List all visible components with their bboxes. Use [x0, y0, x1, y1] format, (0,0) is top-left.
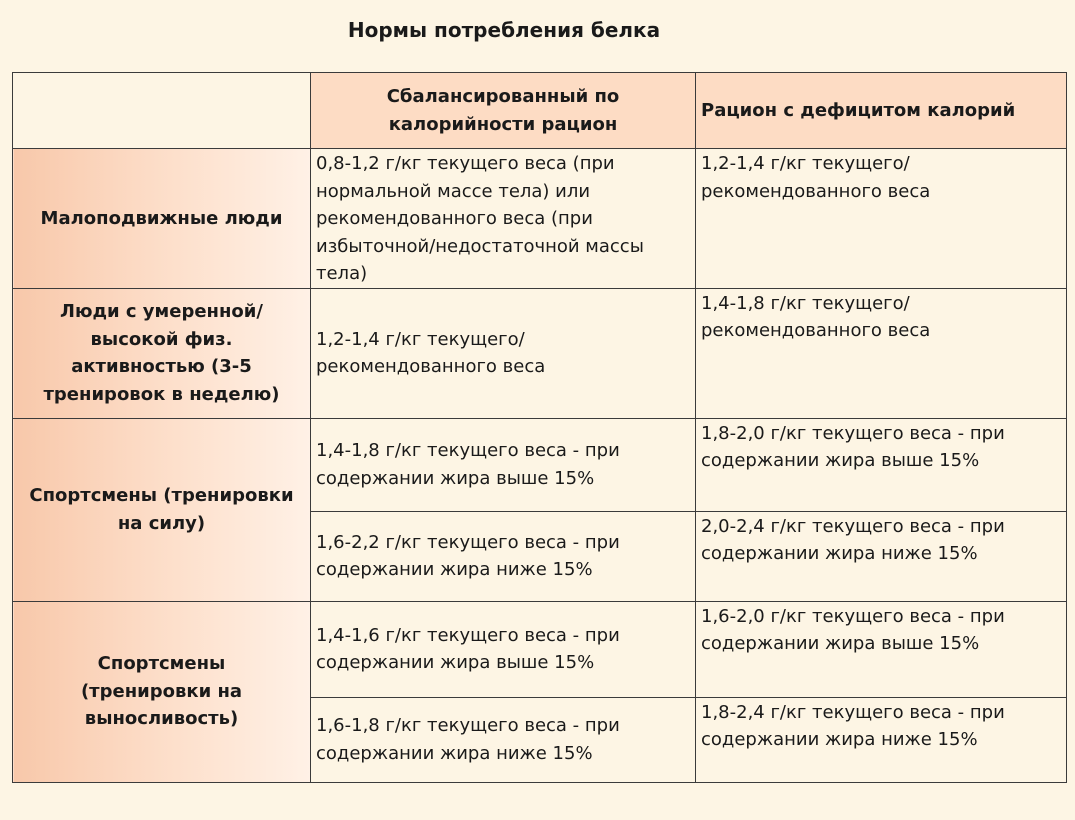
- table-cell: 1,4-1,6 г/кг текущего веса - при содержании жира выше 15%: [311, 601, 696, 697]
- table-row: [13, 288, 1067, 418]
- table-row: [13, 601, 1067, 697]
- page-title: Нормы потребления белка: [347, 18, 661, 42]
- row-label-sedentary: Малоподвижные люди: [13, 149, 311, 289]
- row-label-strength-athletes: Спортсмены (тренировки на силу): [13, 418, 311, 601]
- table-cell: 1,2-1,4 г/кг текущего/рекомендованного веса: [311, 288, 696, 418]
- table-cell: 0,8-1,2 г/кг текущего веса (при нормальной массе тела) или рекомендованного веса (при избыточной/недостаточной массы тела): [311, 149, 696, 289]
- table-corner-cell: [13, 73, 311, 149]
- table-cell: 1,8-2,4 г/кг текущего веса - при содержании жира ниже 15%: [696, 697, 1067, 782]
- column-header-balanced: Сбалансированный по калорийности рацион: [311, 73, 696, 149]
- table-cell: 1,6-2,0 г/кг текущего веса - при содержании жира выше 15%: [696, 601, 1067, 697]
- table-cell: 1,8-2,0 г/кг текущего веса - при содержании жира выше 15%: [696, 418, 1067, 511]
- table-row: [13, 418, 1067, 511]
- table-cell: 1,2-1,4 г/кг текущего/рекомендованного веса: [696, 149, 1067, 289]
- table-header-row: [13, 73, 1067, 149]
- column-header-deficit: Рацион с дефицитом калорий: [696, 73, 1067, 149]
- table-cell: 2,0-2,4 г/кг текущего веса - при содержании жира ниже 15%: [696, 511, 1067, 601]
- table-cell: 1,6-1,8 г/кг текущего веса - при содержании жира ниже 15%: [311, 697, 696, 782]
- table-row: [13, 149, 1067, 289]
- table-cell: 1,6-2,2 г/кг текущего веса - при содержании жира ниже 15%: [311, 511, 696, 601]
- row-label-active: Люди с умеренной/высокой физ. активностью (3-5 тренировок в неделю): [13, 288, 311, 418]
- table-cell: 1,4-1,8 г/кг текущего веса - при содержании жира выше 15%: [311, 418, 696, 511]
- row-label-endurance-athletes: Спортсмены (тренировки на выносливость): [13, 601, 311, 782]
- table-cell: 1,4-1,8 г/кг текущего/рекомендованного веса: [696, 288, 1067, 418]
- protein-norms-table: [12, 72, 1067, 783]
